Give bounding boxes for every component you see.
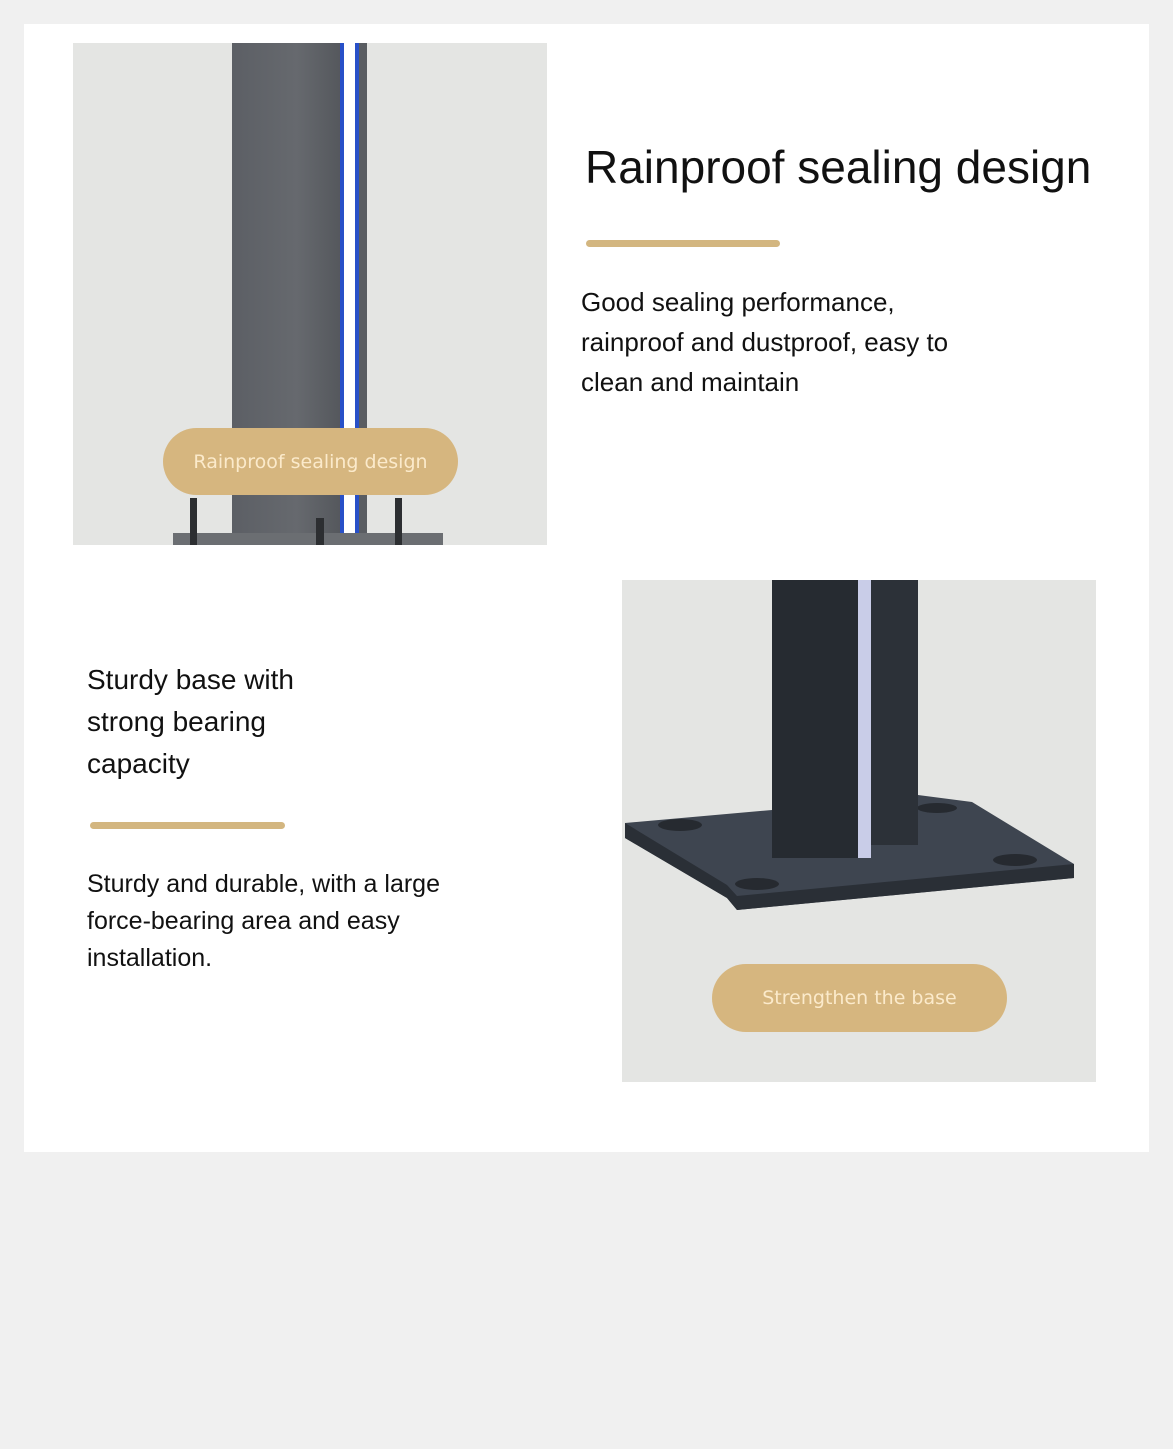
post-side	[871, 580, 918, 845]
rainproof-badge: Rainproof sealing design	[163, 428, 458, 495]
anchor-bolt	[316, 518, 324, 545]
anchor-bolt	[190, 498, 197, 545]
gold-divider	[90, 822, 285, 829]
anchor-bolt	[395, 498, 402, 545]
seal-strip	[858, 580, 871, 858]
post-body	[772, 580, 858, 858]
section-title-base: Sturdy base with strong bearing capacity	[87, 664, 294, 779]
base-description: Sturdy and durable, with a large force-bearing area and easy installation.	[87, 870, 440, 972]
base-plate	[173, 533, 443, 545]
gold-divider	[586, 240, 780, 247]
bolt-hole	[993, 854, 1037, 866]
strengthen-base-badge: Strengthen the base	[712, 964, 1007, 1032]
rainproof-description: Good sealing performance, rainproof and dustproof, easy to clean and maintain	[581, 287, 949, 397]
section-title-rainproof: Rainproof sealing design	[585, 141, 1092, 193]
bolt-hole	[658, 819, 702, 831]
bolt-hole	[917, 803, 957, 813]
bolt-hole	[735, 878, 779, 890]
